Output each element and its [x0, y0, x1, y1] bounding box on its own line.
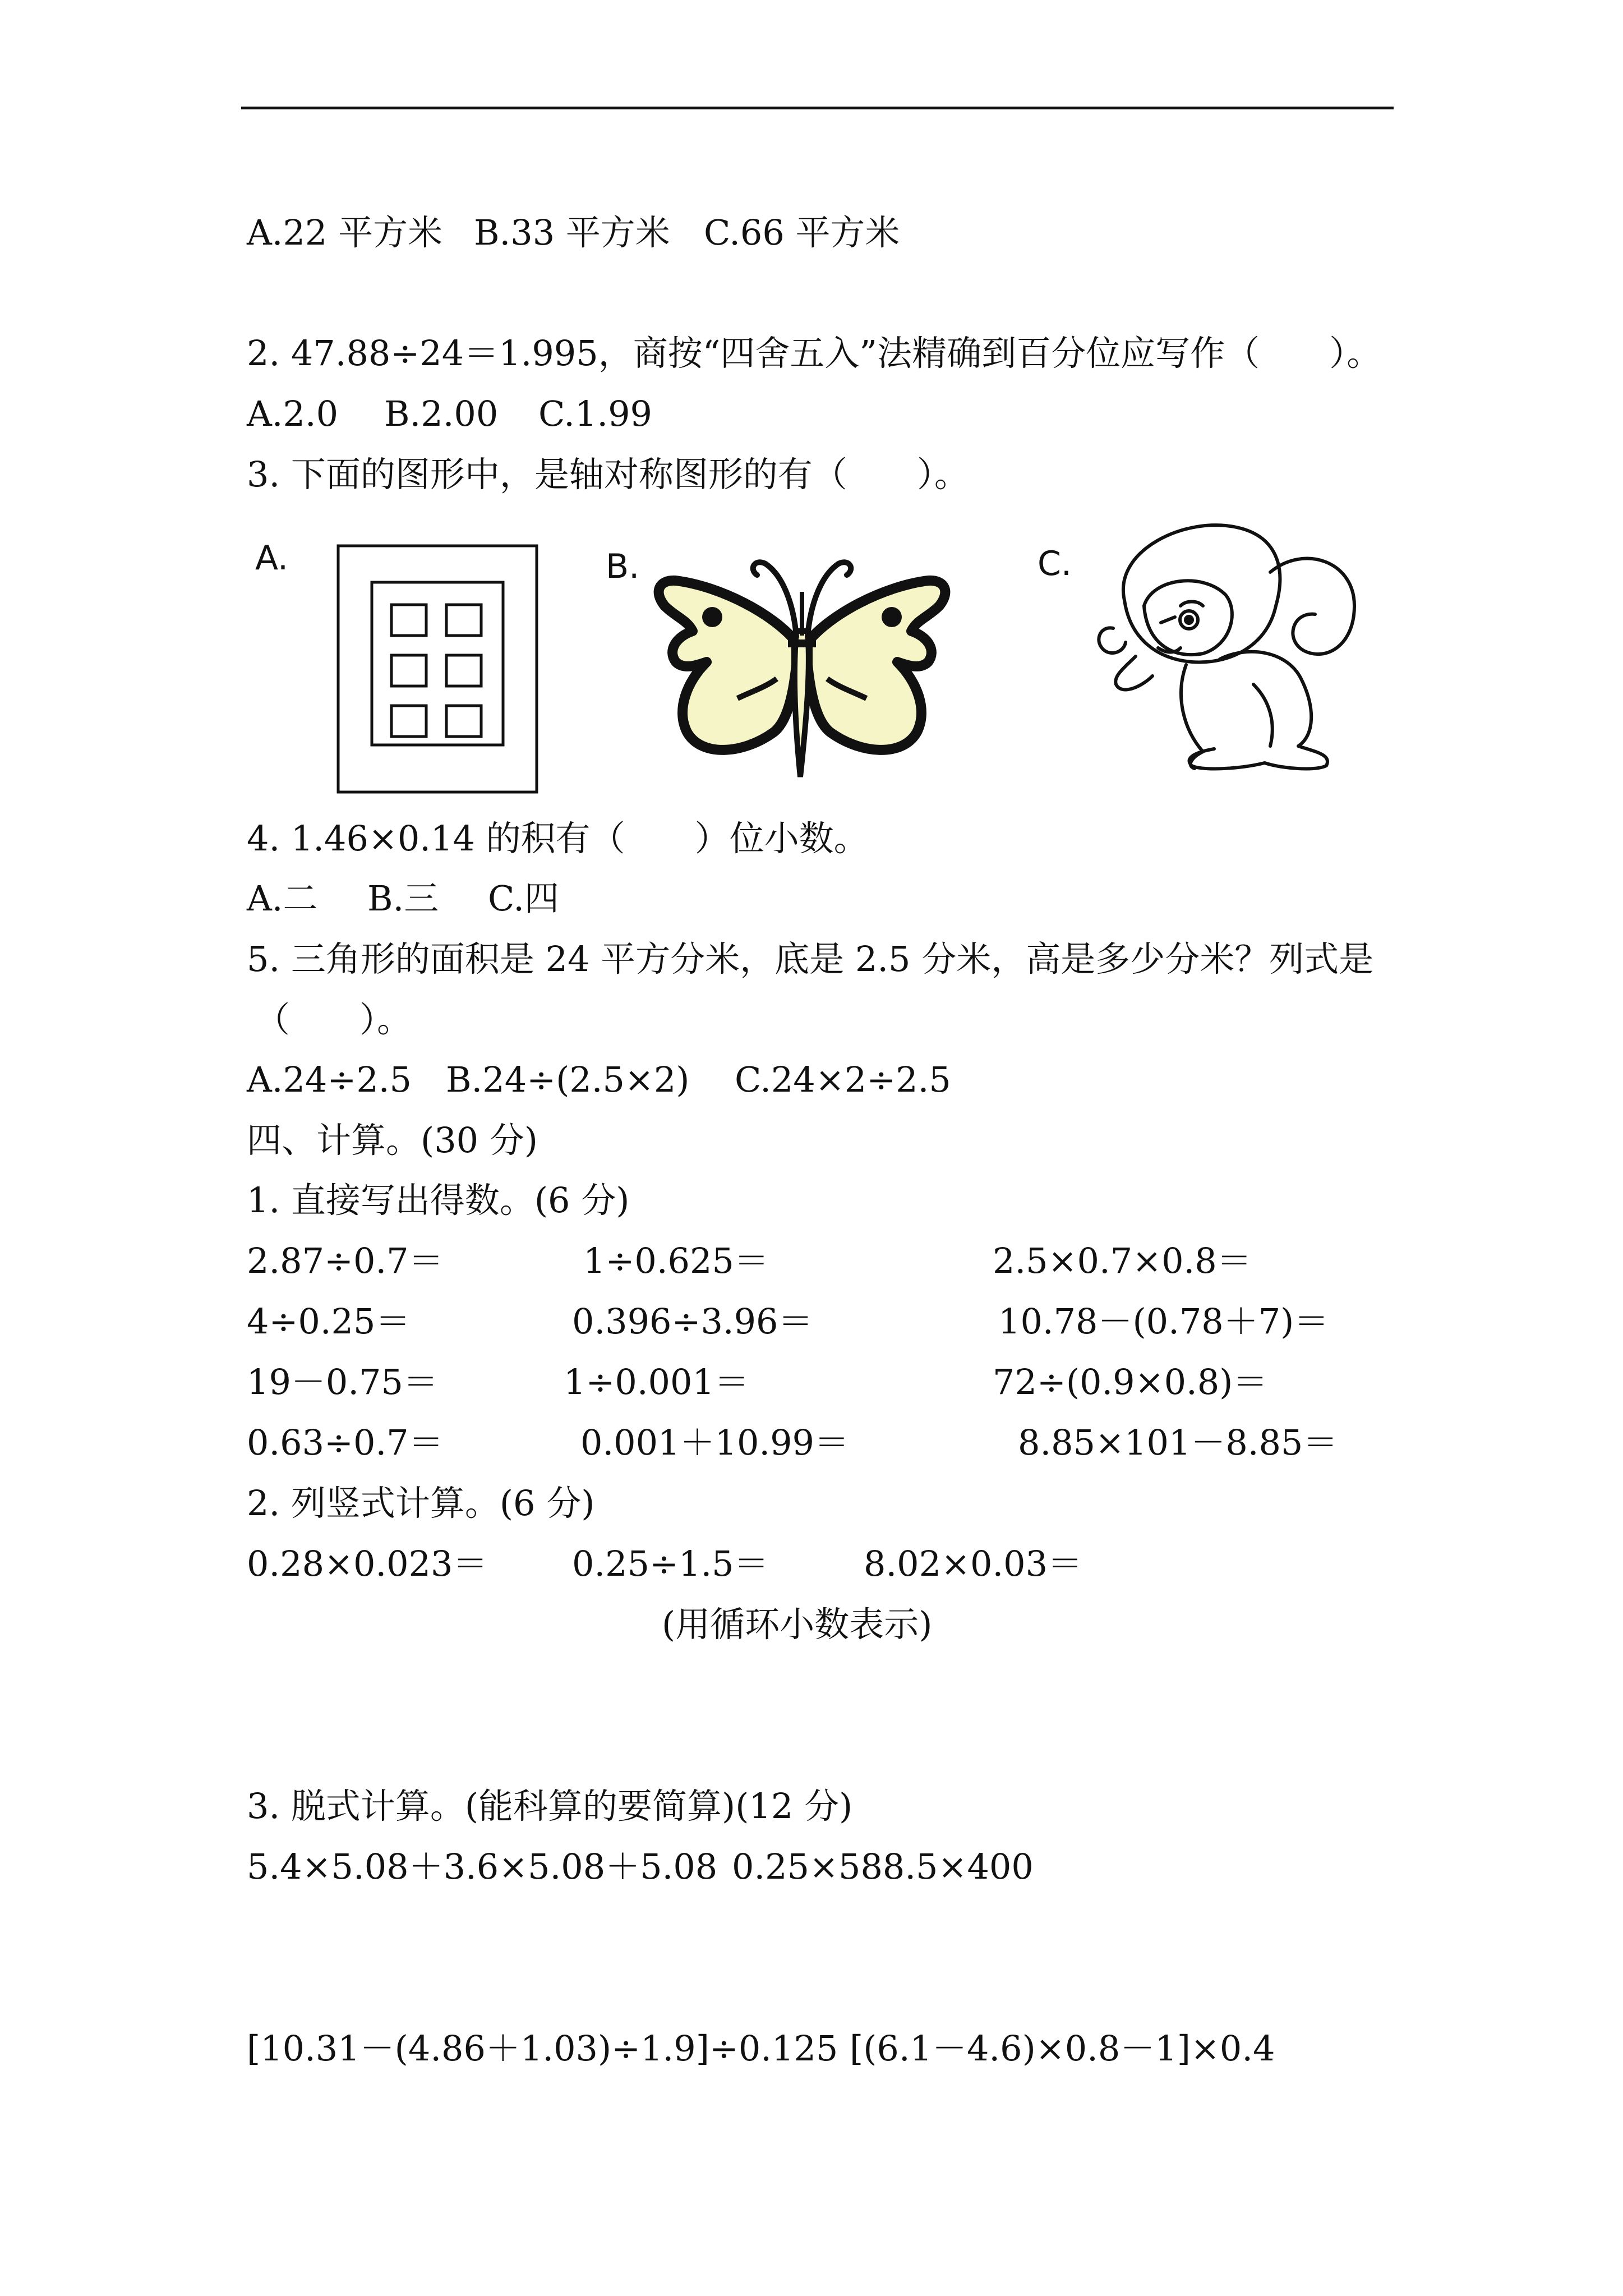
p1-r4-c1: 0.63÷0.7＝ [247, 1422, 444, 1463]
q3-label-a: A. [255, 539, 289, 578]
p3-item-3: [10.31－(4.86＋1.03)÷1.9]÷0.125 [247, 2028, 838, 2069]
p3-title: 3. 脱式计算。(能科算的要简算)(12 分) [247, 1786, 853, 1826]
q2-stem: 2. 47.88÷24＝1.995，商按“四舍五入”法精确到百分位应写作（ ）。 [247, 333, 1382, 374]
p1-r1-c1: 2.87÷0.7＝ [247, 1240, 444, 1281]
q4-option-a[interactable]: A.二 [247, 878, 318, 919]
q5-stem-line1: 5. 三角形的面积是 24 平方分米，底是 2.5 分米，高是多少分米？列式是 [247, 938, 1374, 979]
p2-note: (用循环小数表示) [662, 1604, 933, 1645]
section4-title: 四、计算。(30 分) [247, 1120, 538, 1161]
window-figure[interactable] [336, 544, 538, 794]
q4-option-b[interactable]: B.三 [367, 878, 439, 919]
p1-r2-c2: 0.396÷3.96＝ [572, 1301, 813, 1342]
q5-stem-line2: （ ）。 [255, 999, 412, 1040]
p1-r1-c2: 1÷0.625＝ [583, 1240, 769, 1281]
p1-r4-c2: 0.001＋10.99＝ [580, 1422, 849, 1463]
p2-item-3: 8.02×0.03＝ [864, 1543, 1083, 1584]
q1-option-b[interactable]: B.33 平方米 [474, 212, 670, 253]
p2-item-2: 0.25÷1.5＝ [572, 1543, 769, 1584]
p3-item-4: [(6.1－4.6)×0.8－1]×0.4 [850, 2028, 1275, 2069]
q3-label-b: B. [606, 547, 640, 586]
q3-stem: 3. 下面的图形中，是轴对称图形的有（ ）。 [247, 454, 969, 495]
butterfly-figure[interactable] [653, 553, 951, 783]
p1-r3-c3: 72÷(0.9×0.8)＝ [993, 1361, 1268, 1402]
q3-label-c: C. [1038, 544, 1072, 583]
p1-r1-c3: 2.5×0.7×0.8＝ [993, 1240, 1252, 1281]
p2-item-1: 0.28×0.023＝ [247, 1543, 488, 1584]
p3-item-2: 0.25×588.5×400 [732, 1846, 1034, 1887]
q4-option-c[interactable]: C.四 [488, 878, 559, 919]
q5-option-c[interactable]: C.24×2÷2.5 [735, 1059, 951, 1100]
p1-r4-c3: 8.85×101－8.85＝ [1018, 1422, 1338, 1463]
monkey-figure[interactable] [1091, 516, 1360, 785]
p1-r2-c3: 10.78－(0.78＋7)＝ [998, 1301, 1329, 1342]
p1-r3-c1: 19－0.75＝ [247, 1361, 438, 1402]
header-rule [241, 107, 1394, 109]
q5-option-a[interactable]: A.24÷2.5 [247, 1059, 412, 1100]
p1-title: 1. 直接写出得数。(6 分) [247, 1180, 630, 1221]
p1-r2-c1: 4÷0.25＝ [247, 1301, 411, 1342]
q5-option-b[interactable]: B.24÷(2.5×2) [446, 1059, 690, 1100]
q2-option-b[interactable]: B.2.00 [384, 393, 499, 434]
q1-option-c[interactable]: C.66 平方米 [704, 212, 900, 253]
q2-option-c[interactable]: C.1.99 [538, 393, 652, 434]
q1-option-a[interactable]: A.22 平方米 [247, 212, 443, 253]
q4-stem: 4. 1.46×0.14 的积有（ ）位小数。 [247, 818, 869, 859]
p3-item-1: 5.4×5.08＋3.6×5.08＋5.08 [247, 1846, 718, 1887]
p1-r3-c2: 1÷0.001＝ [564, 1361, 749, 1402]
p2-title: 2. 列竖式计算。(6 分) [247, 1483, 595, 1524]
q2-option-a[interactable]: A.2.0 [247, 393, 339, 434]
